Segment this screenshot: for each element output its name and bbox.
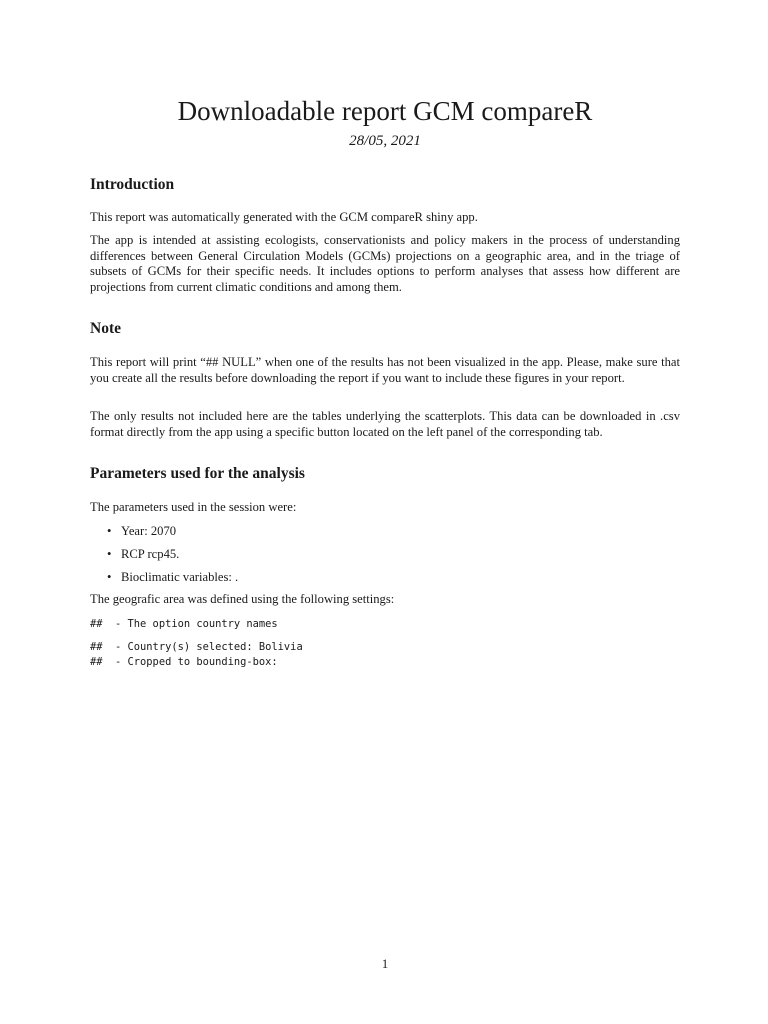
- introduction-heading: Introduction: [90, 176, 175, 193]
- list-item: • RCP rcp45.: [107, 547, 180, 561]
- bullet-icon: •: [107, 547, 112, 561]
- parameters-list: [90, 523, 238, 592]
- note-paragraph-1: This report will print “## NULL” when one of the results has not been visualized in the app. Please, make sure that you create all the results before downloading the report if you want to include these figures in your report.: [90, 355, 680, 385]
- bullet-icon: •: [107, 524, 112, 538]
- note-heading: Note: [90, 320, 121, 337]
- parameters-intro: The parameters used in the session were:: [90, 500, 297, 514]
- report-title: Downloadable report GCM compareR: [177, 96, 593, 126]
- code-output-country: ## - Country(s) selected: Bolivia: [90, 641, 303, 653]
- note-paragraph-2: The only results not included here are the tables underlying the scatterplots. This data can be downloaded in .csv format directly from the app using a specific button located on the left panel of the corresponding tab.: [90, 409, 680, 439]
- bullet-icon: •: [107, 570, 112, 584]
- parameters-heading: Parameters used for the analysis: [90, 465, 305, 482]
- geographic-area-intro: The geografic area was defined using the following settings:: [90, 592, 395, 606]
- introduction-paragraph-1: This report was automatically generated with the GCM compareR shiny app.: [90, 210, 478, 224]
- list-item: • Year: 2070: [107, 524, 177, 538]
- code-output-option: ## - The option country names: [90, 618, 278, 630]
- page-number: 1: [381, 957, 389, 971]
- report-date: 28/05, 2021: [349, 133, 421, 149]
- list-item: • Bioclimatic variables: .: [107, 570, 239, 584]
- introduction-paragraph-2: The app is intended at assisting ecologists, conservationists and policy makers in the process of understanding differences between General Circulation Models (GCMs) projections on a geographic area, and in the triage of subsets of GCMs for their specific needs. It includes options to perform analyses that assess how different are projections from current climatic conditions and among them.: [90, 233, 680, 294]
- code-output-crop: ## - Cropped to bounding-box:: [90, 656, 278, 668]
